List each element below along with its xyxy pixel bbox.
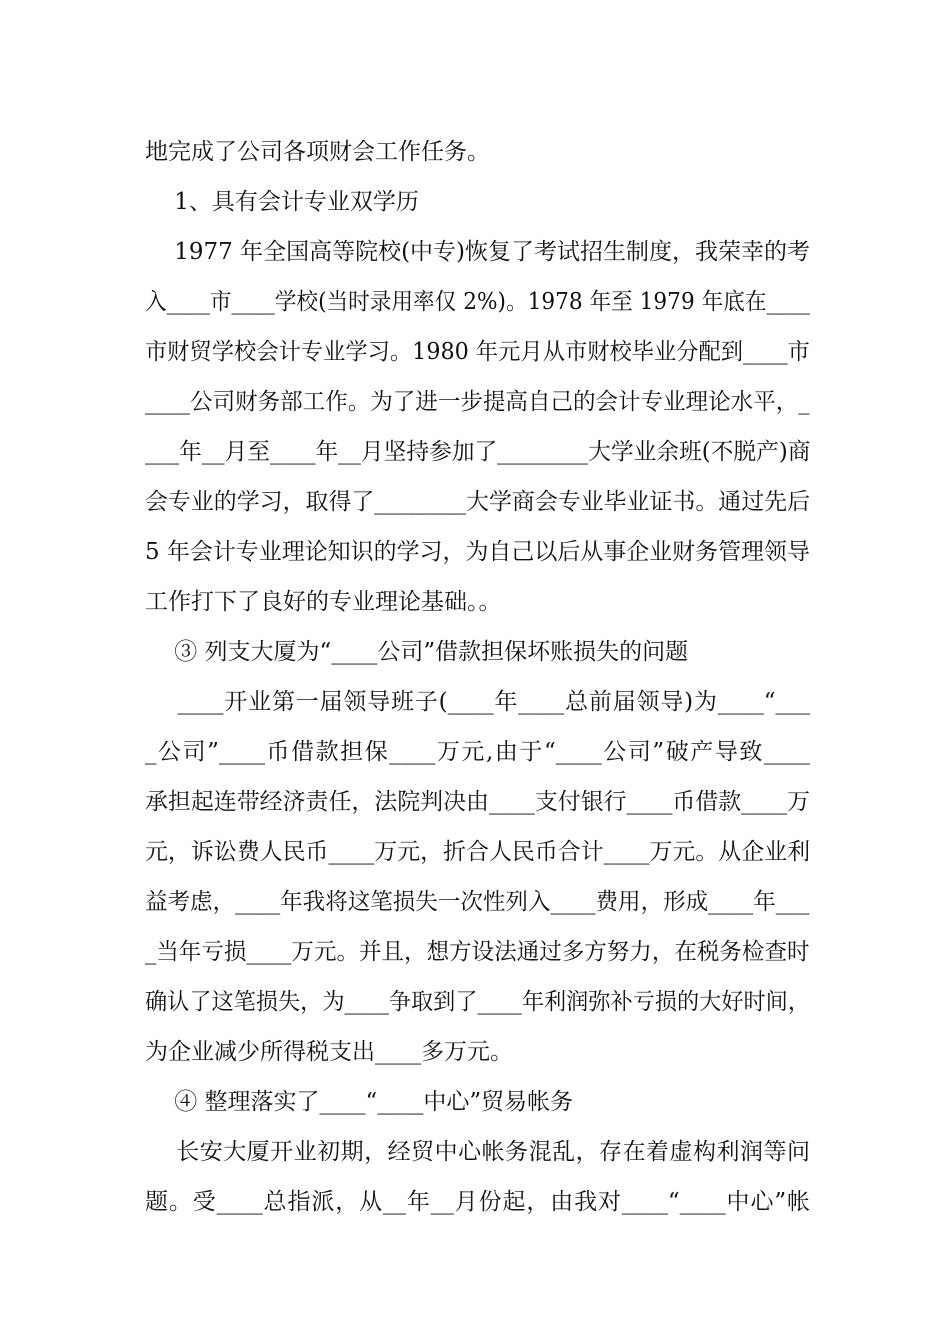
text-line: 题。受____总指派，从__年__月份起，由我对____“____中心”帐 — [145, 1189, 810, 1215]
text-line: 会专业的学习，取得了________大学商会专业毕业证书。通过先后 — [145, 489, 810, 515]
text-line: 5 年会计专业理论知识的学习，为自己以后从事企业财务管理领导 — [145, 539, 810, 565]
text-line: 元，诉讼费人民币____万元，折合人民币合计____万元。从企业利 — [145, 839, 810, 865]
text-line: 承担起连带经济责任，法院判决由____支付银行____币借款____万 — [145, 789, 810, 815]
text-line: 益考虑，____年我将这笔损失一次性列入____费用，形成____年___ — [145, 889, 810, 915]
text-line: 地完成了公司各项财会工作任务。 — [145, 139, 490, 165]
text-line: 长安大厦开业初期，经贸中心帐务混乱，存在着虚构利润等问 — [145, 1139, 810, 1165]
text-line: _当年亏损____万元。并且，想方设法通过多方努力，在税务检查时 — [145, 939, 810, 965]
text-line: 市财贸学校会计专业学习。1980 年元月从市财校毕业分配到____市 — [145, 339, 810, 365]
text-line: 入____市____学校(当时录用率仅 2%)。1978 年至 1979 年底在____ — [145, 289, 810, 315]
text-line: 工作打下了良好的专业理论基础。。 — [145, 589, 502, 615]
text-line: ③ 列支大厦为“____公司”借款担保坏账损失的问题 — [145, 639, 689, 665]
text-line: ④ 整理落实了____“____中心”贸易帐务 — [145, 1089, 574, 1115]
document-body — [145, 127, 810, 1227]
text-line: _公司”____币借款担保____万元,由于“____公司”破产导致____ — [145, 739, 810, 765]
text-line: ____公司财务部工作。为了进一步提高自己的会计专业理论水平，_ — [145, 389, 810, 415]
text-line: 1、具有会计专业双学历 — [145, 189, 419, 215]
text-line: ___年__月至____年__月坚持参加了________大学业余班(不脱产)商 — [145, 439, 811, 465]
text-line: ____开业第一届领导班子(____年____总前届领导)为____“___ — [145, 689, 810, 715]
text-line: 为企业减少所得税支出____多万元。 — [145, 1039, 513, 1065]
text-line: 1977 年全国高等院校(中专)恢复了考试招生制度，我荣幸的考 — [145, 239, 811, 265]
text-line: 确认了这笔损失，为____争取到了____年利润弥补亏损的大好时间， — [145, 989, 810, 1015]
